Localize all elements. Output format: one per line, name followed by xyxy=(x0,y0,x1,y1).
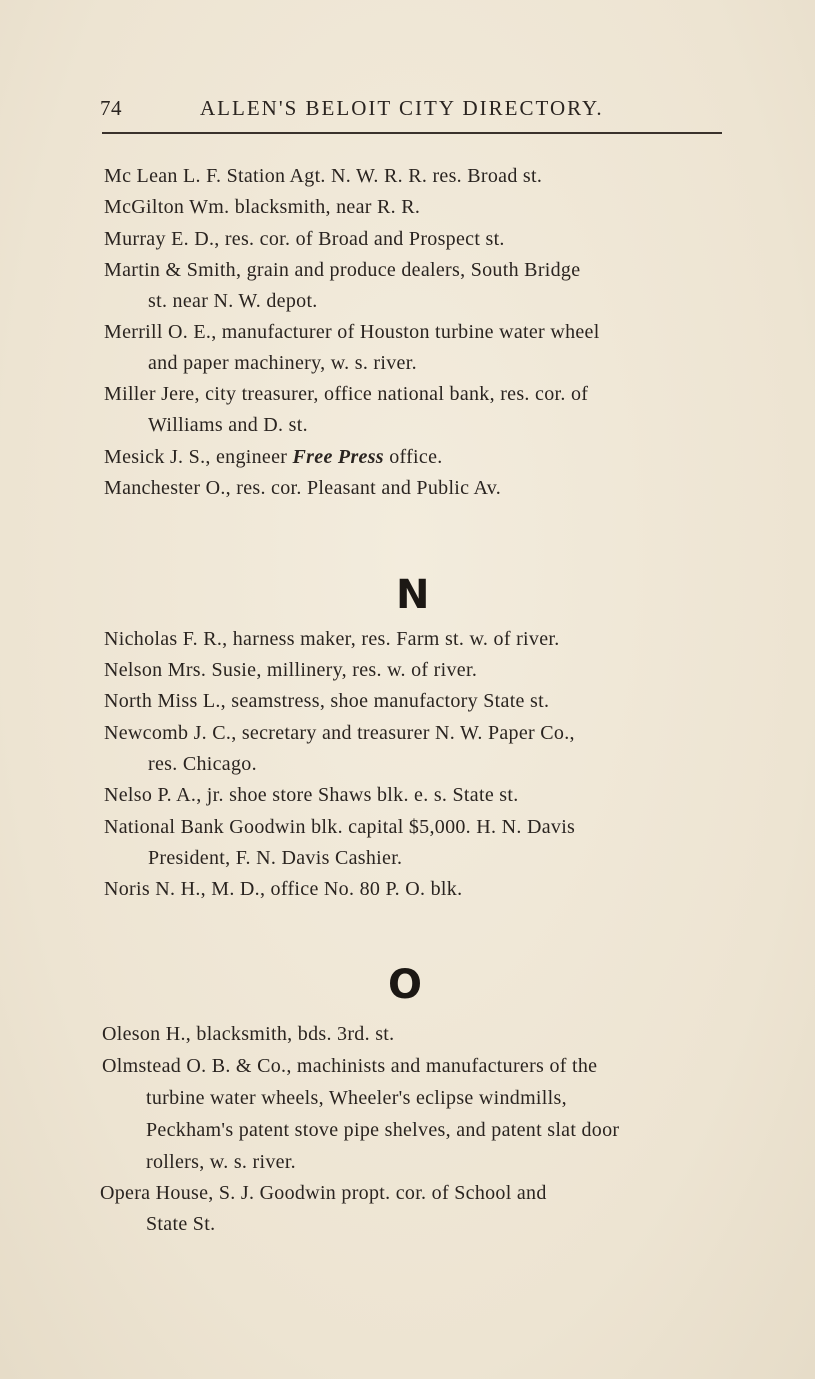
entry-line-continued: Peckham's patent stove pipe shelves, and patent slat door xyxy=(146,1119,620,1141)
entry-line xyxy=(104,445,443,469)
entry-line: Miller Jere, city treasurer, office national bank, res. cor. of xyxy=(104,383,589,405)
entry-line: McGilton Wm. blacksmith, near R. R. xyxy=(104,196,421,218)
entry-line-continued: res. Chicago. xyxy=(148,753,257,775)
entry-line: Mc Lean L. F. Station Agt. N. W. R. R. res. Broad st. xyxy=(104,165,543,187)
entry-line: Manchester O., res. cor. Pleasant and Public Av. xyxy=(104,477,502,499)
header-rule xyxy=(102,132,722,134)
entry-line: Newcomb J. C., secretary and treasurer N. W. Paper Co., xyxy=(104,722,575,744)
section-letter-n: N xyxy=(396,572,430,618)
entry-line-continued: rollers, w. s. river. xyxy=(146,1151,296,1173)
entry-line: Nelso P. A., jr. shoe store Shaws blk. e. s. State st. xyxy=(104,784,519,806)
entry-text: office. xyxy=(389,446,443,468)
entry-line-continued: Williams and D. st. xyxy=(148,414,308,436)
entry-line-continued: and paper machinery, w. s. river. xyxy=(148,352,417,374)
entry-line: National Bank Goodwin blk. capital $5,000. H. N. Davis xyxy=(104,816,576,838)
entry-line-continued: President, F. N. Davis Cashier. xyxy=(148,847,403,869)
entry-line: Olmstead O. B. & Co., machinists and manufacturers of the xyxy=(102,1055,598,1077)
publication-name: Free Press xyxy=(292,446,384,468)
running-title: ALLEN'S BELOIT CITY DIRECTORY. xyxy=(200,96,604,120)
page-number: 74 xyxy=(100,96,122,120)
page-header xyxy=(100,96,720,132)
entry-line-continued: st. near N. W. depot. xyxy=(148,290,318,312)
entry-line-continued: turbine water wheels, Wheeler's eclipse windmills, xyxy=(146,1087,567,1109)
entry-line: Murray E. D., res. cor. of Broad and Prospect st. xyxy=(104,228,505,250)
entry-line: Nelson Mrs. Susie, millinery, res. w. of river. xyxy=(104,659,478,681)
entry-line: Martin & Smith, grain and produce dealers, South Bridge xyxy=(104,259,581,281)
entry-text: Mesick J. S., engineer xyxy=(104,446,288,468)
entry-line: Oleson H., blacksmith, bds. 3rd. st. xyxy=(102,1023,395,1045)
entry-line-continued: State St. xyxy=(146,1213,216,1235)
entry-line: Noris N. H., M. D., office No. 80 P. O. blk. xyxy=(104,878,463,900)
entry-line: Merrill O. E., manufacturer of Houston turbine water wheel xyxy=(104,321,600,343)
entry-line: Opera House, S. J. Goodwin propt. cor. of School and xyxy=(100,1182,547,1204)
entry-line: Nicholas F. R., harness maker, res. Farm st. w. of river. xyxy=(104,628,560,650)
section-letter-o: O xyxy=(388,962,423,1008)
entry-line: North Miss L., seamstress, shoe manufactory State st. xyxy=(104,690,550,712)
